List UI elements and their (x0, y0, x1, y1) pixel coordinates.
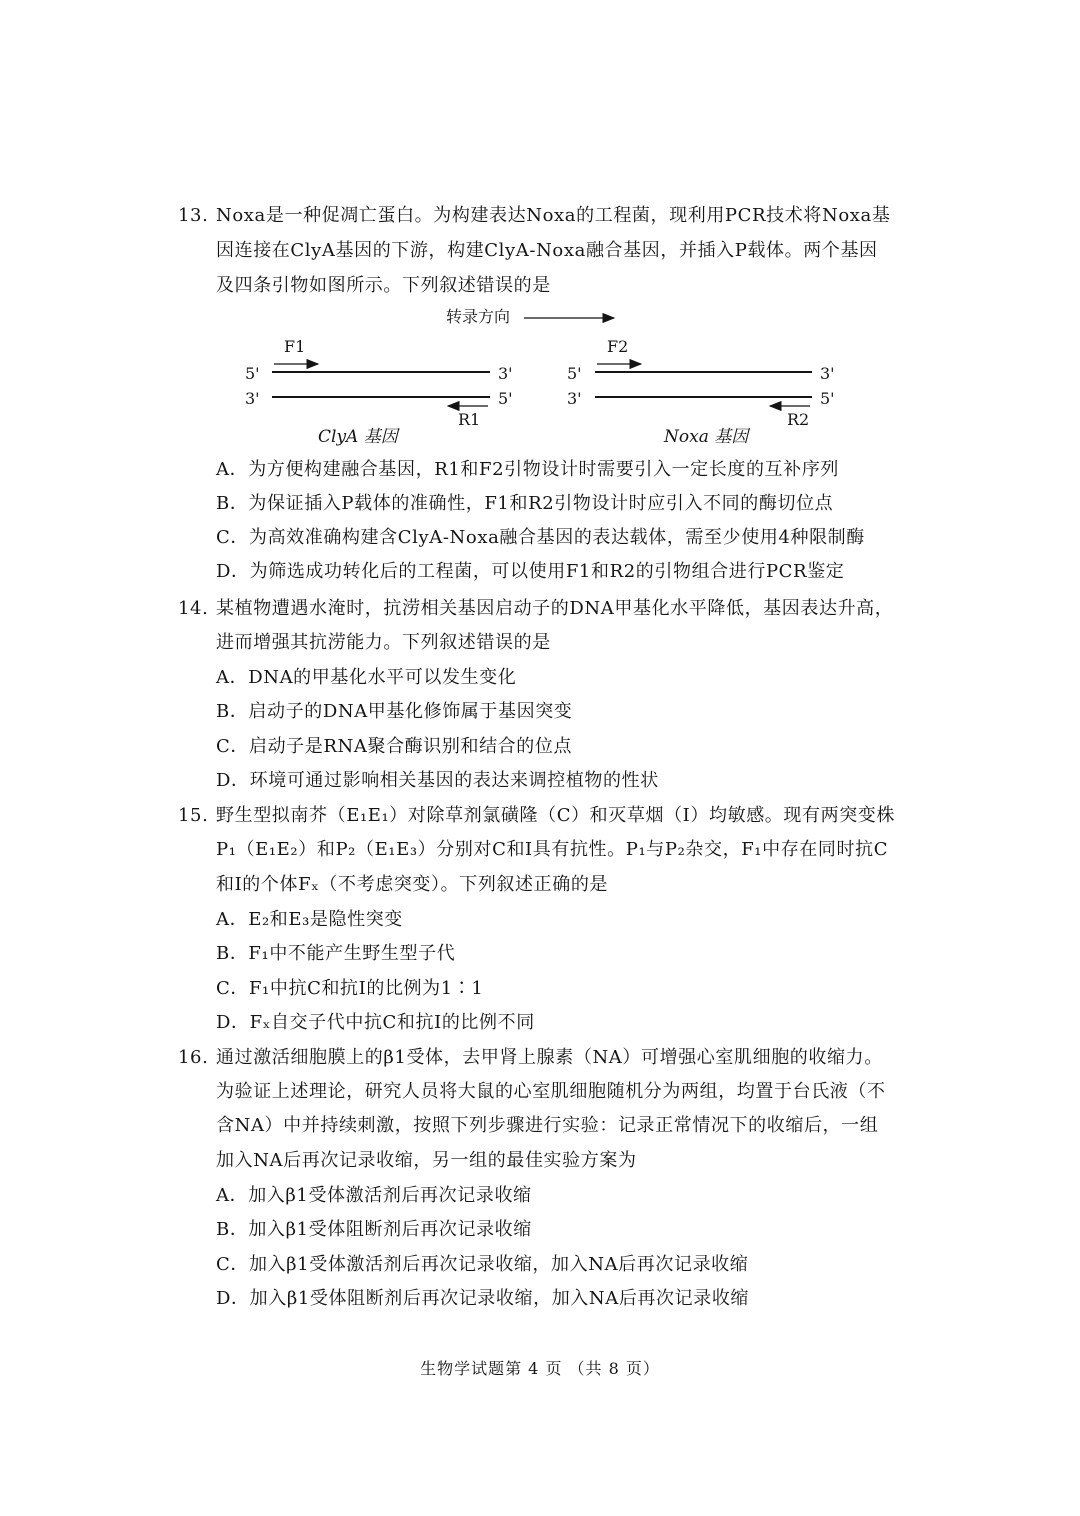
q16-number: 16. (178, 1047, 209, 1068)
q14-stem-line-1: 14. 某植物遭遇水淹时，抗涝相关基因启动子的DNA甲基化水平降低，基因表达升高， (178, 596, 893, 622)
q13-option-b: B．为保证插入P载体的准确性，F1和R2引物设计时应引入不同的酶切位点 (216, 493, 834, 514)
q14-stem-line-2: 进而增强其抗涝能力。下列叙述错误的是 (216, 632, 551, 653)
transcription-direction-label: 转录方向 (446, 307, 511, 326)
page-footer: 生物学试题第 4 页 （共 8 页） (420, 1359, 660, 1378)
q15-stem-line-2: P₁（E₁E₂）和P₂（E₁E₃）分别对C和I具有抗性。P₁与P₂杂交，F₁中存在同时抗C (216, 839, 889, 860)
q15-option-b: B．F₁中不能产生野生型子代 (216, 943, 456, 964)
noxa-top-left-end: 5' (567, 364, 582, 383)
noxa-top-right-end: 3' (820, 364, 835, 383)
r1-label: R1 (458, 410, 481, 429)
r2-label: R2 (787, 410, 810, 429)
f1-label: F1 (284, 337, 306, 356)
q15-option-a: A．E₂和E₃是隐性突变 (216, 909, 403, 930)
noxa-bottom-left-end: 3' (567, 389, 582, 408)
q13-option-d: D．为筛选成功转化后的工程菌，可以使用F1和R2的引物组合进行PCR鉴定 (216, 561, 845, 582)
q14-option-b: B．启动子的DNA甲基化修饰属于基因突变 (216, 701, 573, 722)
q13-stem-line-2: 因连接在ClyA基因的下游，构建ClyA-Noxa融合基因，并插入P载体。两个基因 (216, 240, 878, 261)
q16-stem-line-3: 含NA）中并持续刺激，按照下列步骤进行实验：记录正常情况下的收缩后，一组 (216, 1115, 879, 1136)
q16-stem-line-4: 加入NA后再次记录收缩，另一组的最佳实验方案为 (216, 1150, 637, 1171)
q13-stem-line-3: 及四条引物如图所示。下列叙述错误的是 (216, 275, 551, 296)
clya-top-left-end: 5' (245, 364, 260, 383)
q16-option-a: A．加入β1受体激活剂后再次记录收缩 (216, 1185, 532, 1206)
q13-number: 13. (178, 205, 209, 226)
q16-option-d: D．加入β1受体阻断剂后再次记录收缩，加入NA后再次记录收缩 (216, 1288, 750, 1309)
q15-number: 15. (178, 805, 209, 826)
q15-stem-line-3: 和I的个体Fₓ（不考虑突变）。下列叙述正确的是 (216, 874, 609, 895)
clya-gene-caption: ClyA 基因 (318, 427, 398, 447)
q15-stem-line-1: 15. 野生型拟南芥（E₁E₁）对除草剂氯磺隆（C）和灭草烟（I）均敏感。现有两突变株 (178, 803, 895, 829)
q14-number: 14. (178, 598, 209, 619)
q14-option-a: A．DNA的甲基化水平可以发生变化 (216, 667, 517, 688)
q15-option-d: D．Fₓ自交子代中抗C和抗I的比例不同 (216, 1012, 535, 1033)
q15-option-c: C．F₁中抗C和抗I的比例为1∶1 (216, 978, 484, 999)
q16-option-b: B．加入β1受体阻断剂后再次记录收缩 (216, 1219, 532, 1240)
q13-option-a: A．为方便构建融合基因，R1和F2引物设计时需要引入一定长度的互补序列 (216, 459, 839, 480)
primer-diagram-lines (0, 0, 1080, 460)
clya-top-right-end: 3' (498, 364, 513, 383)
q16-option-c: C．加入β1受体激活剂后再次记录收缩，加入NA后再次记录收缩 (216, 1254, 749, 1275)
noxa-gene-caption: Noxa 基因 (664, 427, 749, 447)
noxa-bottom-right-end: 5' (820, 389, 835, 408)
f2-label: F2 (607, 337, 629, 356)
q16-stem-line-2: 为验证上述理论，研究人员将大鼠的心室肌细胞随机分为两组，均置于台氏液（不 (216, 1081, 886, 1102)
q13-option-c: C．为高效准确构建含ClyA-Noxa融合基因的表达载体，需至少使用4种限制酶 (216, 527, 865, 548)
q14-option-d: D．环境可通过影响相关基因的表达来调控植物的性状 (216, 770, 659, 791)
q16-stem-line-1: 16. 通过激活细胞膜上的β1受体，去甲肾上腺素（NA）可增强心室肌细胞的收缩力。 (178, 1045, 883, 1071)
q14-option-c: C．启动子是RNA聚合酶识别和结合的位点 (216, 736, 573, 757)
clya-bottom-left-end: 3' (245, 389, 260, 408)
q13-stem-line-1: 13. Noxa是一种促凋亡蛋白。为构建表达Noxa的工程菌，现利用PCR技术将Noxa基 (178, 203, 890, 229)
clya-bottom-right-end: 5' (498, 389, 513, 408)
